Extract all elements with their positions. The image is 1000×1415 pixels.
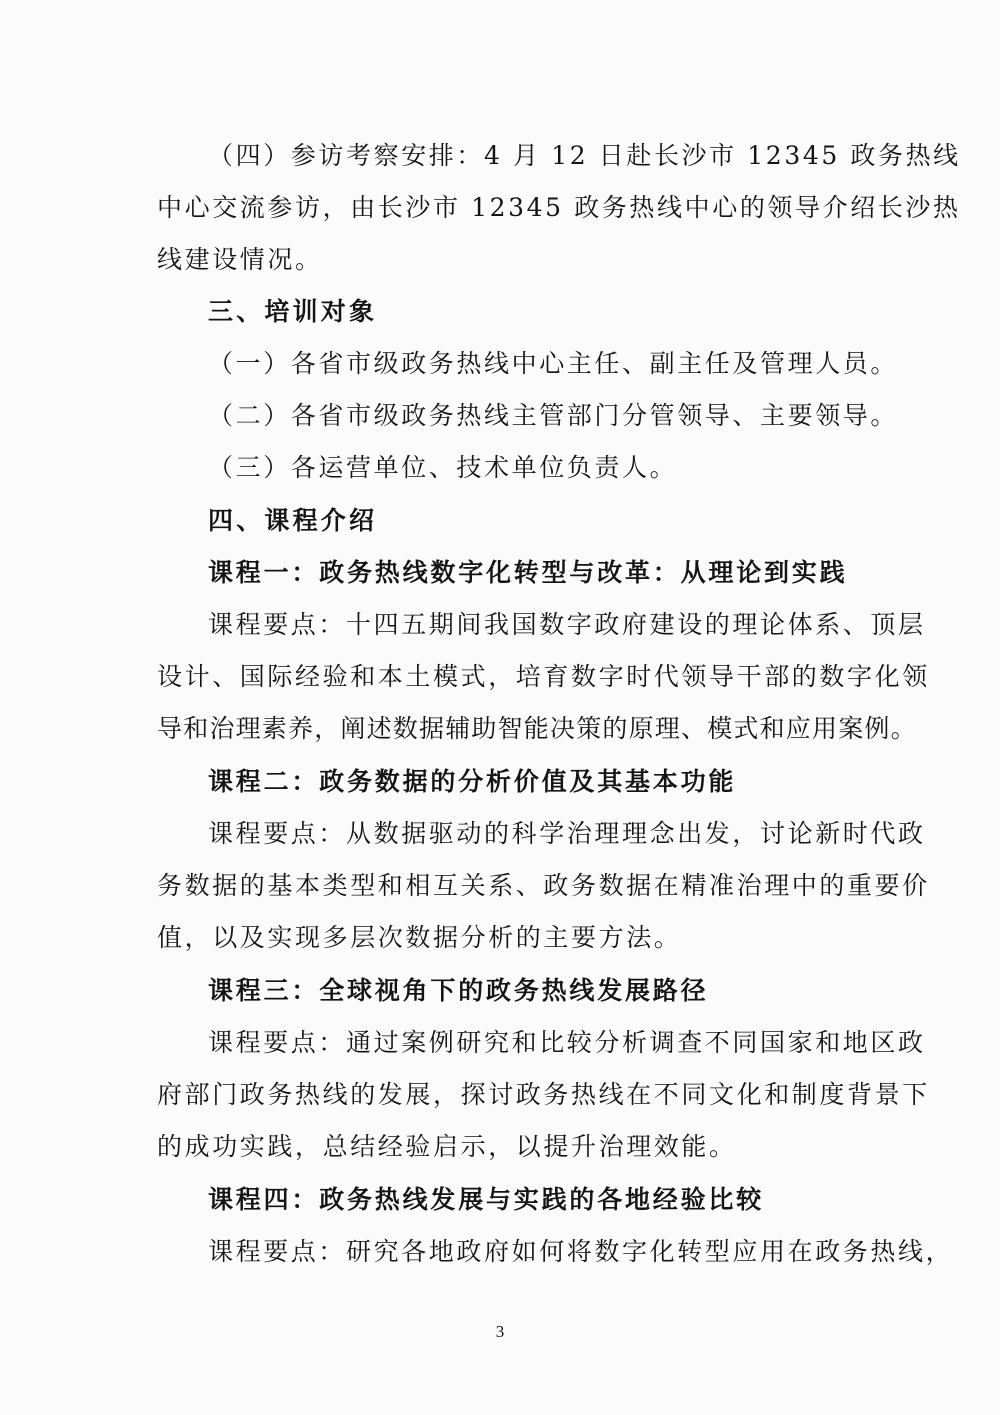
course-1-title: 课程一：政务热线数字化转型与改革：从理论到实践 — [208, 558, 848, 587]
course-3-title: 课程三：全球视角下的政务热线发展路径 — [208, 976, 709, 1005]
course-4-title: 课程四：政务热线发展与实践的各地经验比较 — [208, 1185, 765, 1214]
course-1-points-line-1: 课程要点：十四五期间我国数字政府建设的理论体系、顶层 — [208, 610, 926, 639]
course-2-points-line-2: 务数据的基本类型和相互关系、政务数据在精准治理中的重要价 — [157, 871, 930, 900]
target-item-2: （二）各省市级政务热线主管部门分管领导、主要领导。 — [208, 401, 899, 430]
course-1-points-line-2: 设计、国际经验和本土模式，培育数字时代领导干部的数字化领 — [157, 662, 930, 691]
course-1-points-line-3: 导和治理素养，阐述数据辅助智能决策的原理、模式和应用案例。 — [157, 714, 917, 743]
page-number: 3 — [495, 1322, 505, 1341]
section-heading-training-targets: 三、培训对象 — [208, 297, 378, 326]
course-3-points-line-1: 课程要点：通过案例研究和比较分析调查不同国家和地区政 — [208, 1028, 926, 1057]
course-3-points-line-2: 府部门政务热线的发展，探讨政务热线在不同文化和制度背景下 — [157, 1080, 930, 1109]
course-2-points-line-1: 课程要点：从数据驱动的科学治理理念出发，讨论新时代政 — [208, 819, 926, 848]
course-3-points-line-3: 的成功实践，总结经验启示，以提升治理效能。 — [157, 1132, 737, 1161]
arrangement-paragraph-line-2: 中心交流参访，由长沙市 12345 政务热线中心的领导介绍长沙热 — [157, 193, 961, 222]
section-heading-course-intro: 四、课程介绍 — [208, 506, 378, 535]
course-4-points-line-1: 课程要点：研究各地政府如何将数字化转型应用在政务热线， — [208, 1237, 954, 1266]
arrangement-paragraph-line-1: （四）参访考察安排：4 月 12 日赴长沙市 12345 政务热线 — [208, 141, 961, 170]
arrangement-paragraph-line-3: 线建设情况。 — [157, 245, 323, 274]
course-2-points-line-3: 值，以及实现多层次数据分析的主要方法。 — [157, 923, 682, 952]
target-item-3: （三）各运营单位、技术单位负责人。 — [208, 453, 678, 482]
course-2-title: 课程二：政务数据的分析价值及其基本功能 — [208, 767, 737, 796]
target-item-1: （一）各省市级政务热线中心主任、副主任及管理人员。 — [208, 349, 899, 378]
